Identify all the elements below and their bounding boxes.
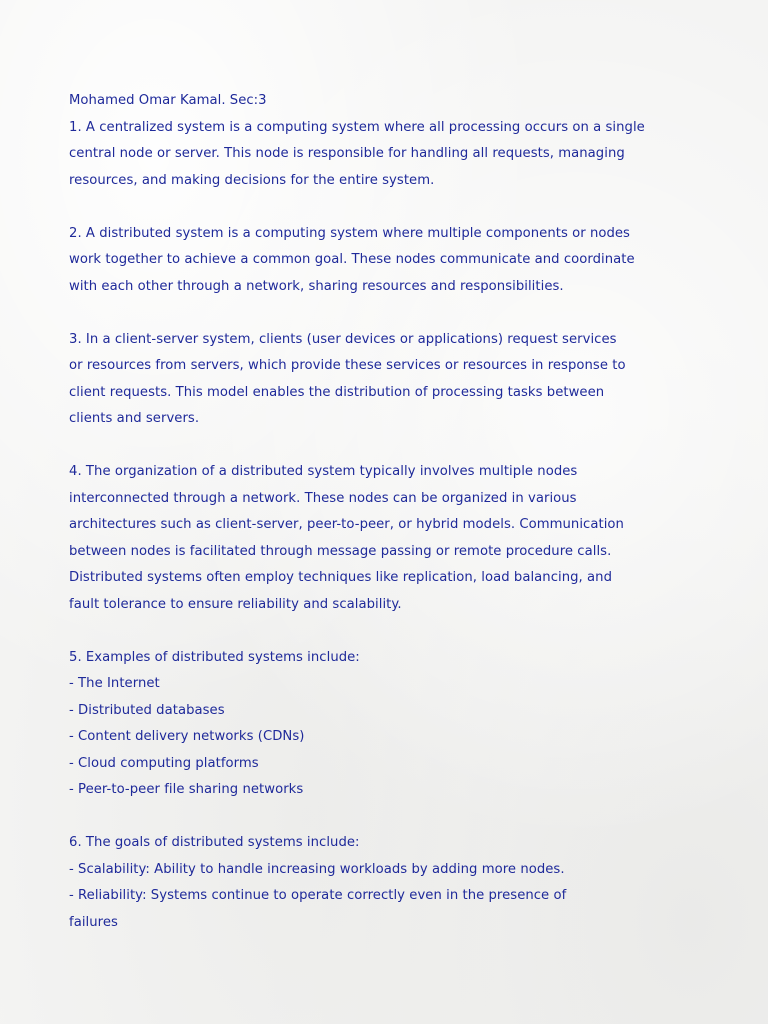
list-item: - Content delivery networks (CDNs) — [69, 729, 305, 744]
section-5-examples — [69, 645, 729, 804]
text-line: 3. In a client-server system, clients (user devices or applications) request services — [69, 331, 617, 347]
text-line: or resources from servers, which provide these services or resources in response to — [69, 358, 626, 373]
section-1-centralized-system — [69, 115, 729, 195]
text-line: interconnected through a network. These nodes can be organized in various — [69, 490, 577, 506]
text-line: architectures such as client-server, peer-to-peer, or hybrid models. Communication — [69, 517, 624, 532]
section-3-client-server — [69, 327, 729, 433]
list-item: - Distributed databases — [69, 702, 225, 718]
paragraph-gap — [69, 804, 729, 831]
list-heading: 5. Examples of distributed systems include: — [69, 649, 360, 665]
handwritten-notes — [69, 88, 729, 936]
text-line: 2. A distributed system is a computing system where multiple components or nodes — [69, 225, 630, 241]
list-heading: 6. The goals of distributed systems include: — [69, 835, 360, 850]
paragraph-gap — [69, 300, 729, 327]
section-4-organization — [69, 459, 729, 618]
text-line: Distributed systems often employ techniques like replication, load balancing, and — [69, 570, 612, 585]
paragraph-gap — [69, 194, 729, 221]
text-line: between nodes is facilitated through message passing or remote procedure calls. — [69, 543, 612, 559]
list-item: - Reliability: Systems continue to operate correctly even in the presence of — [69, 888, 567, 903]
list-item: - Cloud computing platforms — [69, 755, 259, 771]
author-header: Mohamed Omar Kamal. Sec:3 — [69, 93, 267, 108]
text-line: central node or server. This node is responsible for handling all requests, managing — [69, 146, 625, 161]
paragraph-gap — [69, 433, 729, 460]
list-item: - Scalability: Ability to handle increasing workloads by adding more nodes. — [69, 861, 565, 877]
list-item: - Peer-to-peer file sharing networks — [69, 782, 304, 797]
list-item: - The Internet — [69, 676, 160, 691]
section-6-goals — [69, 830, 729, 936]
text-line: work together to achieve a common goal. These nodes communicate and coordinate — [69, 252, 635, 267]
text-line: fault tolerance to ensure reliability and scalability. — [69, 596, 402, 612]
text-line: 1. A centralized system is a computing system where all processing occurs on a single — [69, 119, 645, 135]
paragraph-gap — [69, 618, 729, 645]
text-line: 4. The organization of a distributed system typically involves multiple nodes — [69, 464, 578, 479]
section-2-distributed-system — [69, 221, 729, 301]
text-line: clients and servers. — [69, 411, 200, 426]
text-line: with each other through a network, sharing resources and responsibilities. — [69, 278, 564, 294]
text-line: failures — [69, 914, 118, 930]
text-line: client requests. This model enables the distribution of processing tasks between — [69, 384, 605, 400]
text-line: resources, and making decisions for the entire system. — [69, 172, 435, 188]
